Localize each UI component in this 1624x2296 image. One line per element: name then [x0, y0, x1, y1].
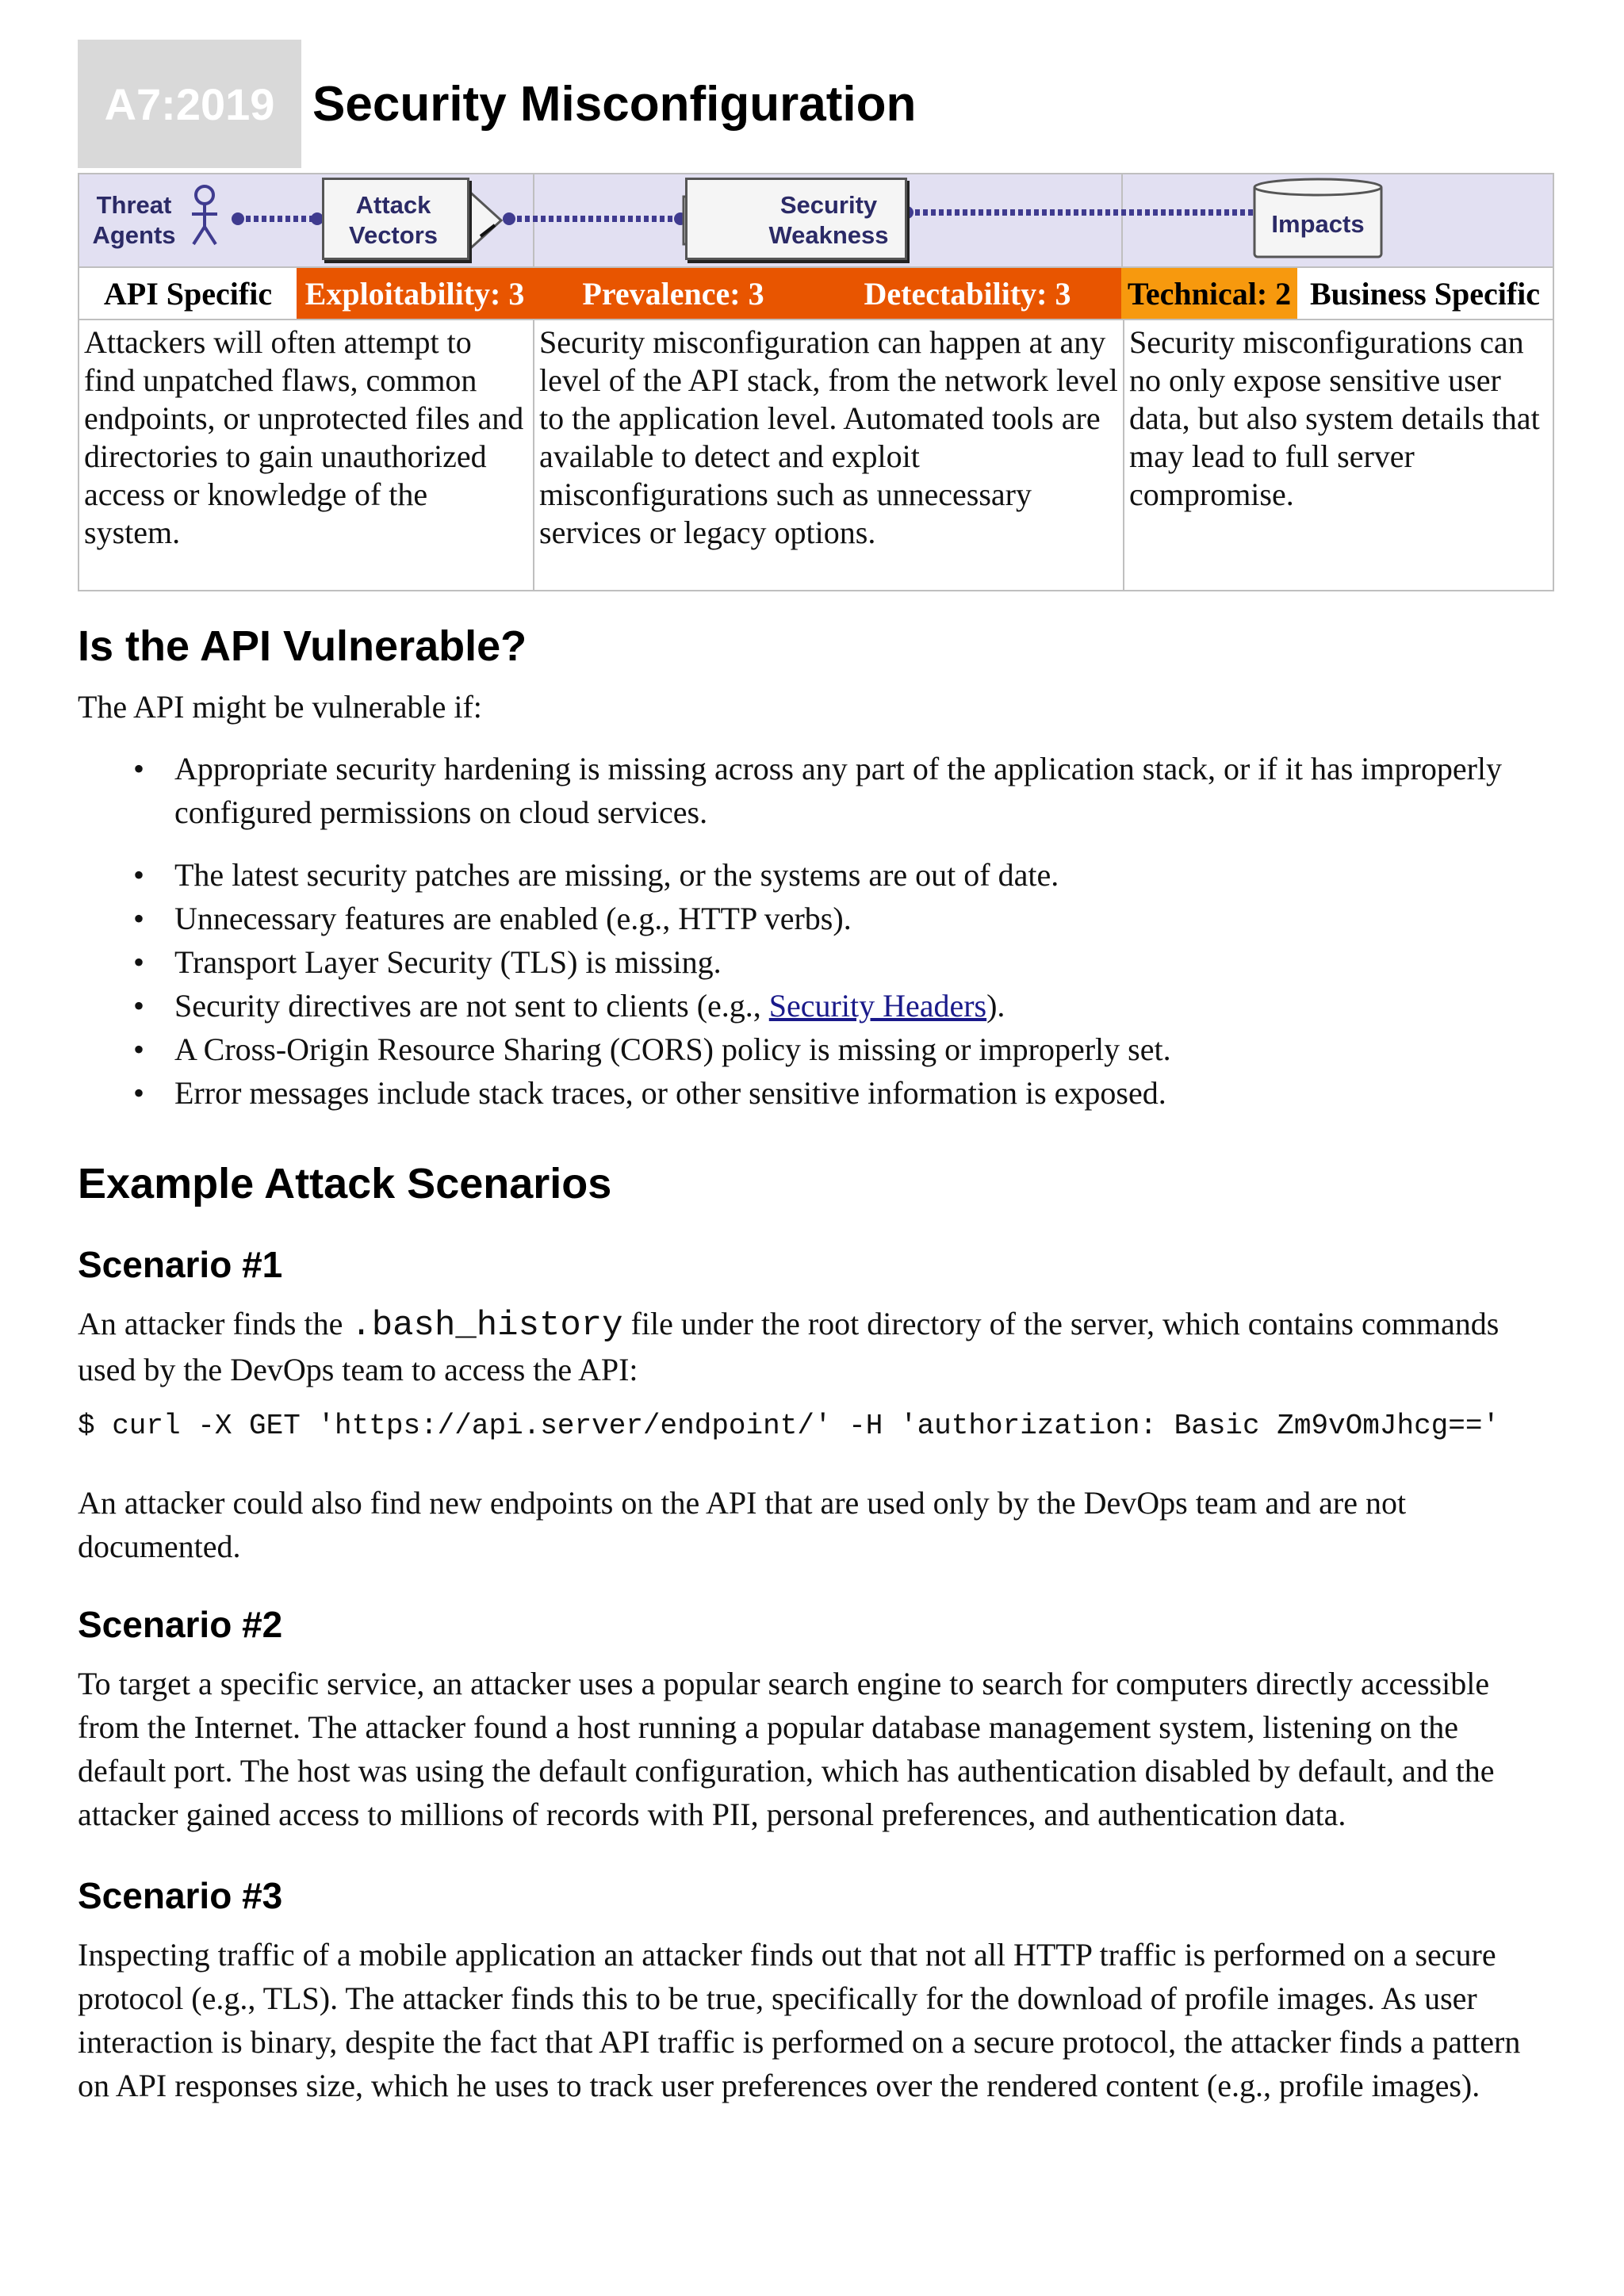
- person-icon: [192, 186, 217, 244]
- risk-code-badge: A7:2019: [78, 40, 301, 168]
- security-weakness-description: Security misconfiguration can happen at any level of the API stack, from the network level to the application level. Automated tools are available to detect and exploit misconfigurations such as unnecessary services or legacy options.: [534, 320, 1124, 590]
- business-specific-cell: Business Specific: [1297, 268, 1553, 319]
- impacts-description: Security misconfigurations can no only expose sensitive user data, but also system details that may lead to full server compromise.: [1129, 324, 1540, 512]
- scenario-3-title: Scenario #3: [78, 1875, 283, 1916]
- list-item: • Error messages include stack traces, or other sensitive information is exposed.: [133, 1075, 1166, 1111]
- attack-vectors-label: Attack Vectors: [348, 191, 438, 249]
- curl-command: $ curl -X GET 'https://api.server/endpoint/' -H 'authorization: Basic Zm9vOmJhcg==': [78, 1410, 1500, 1442]
- attack-vectors-description: Attackers will often attempt to find unpatched flaws, common endpoints, or unprotected files and directories to gain unauthorized access or knowledge of the system.: [79, 320, 534, 590]
- technical-cell: Technical: 2: [1121, 268, 1297, 319]
- prevalence-cell: Prevalence: 3: [533, 268, 814, 319]
- scenario-1-followup: An attacker could also find new endpoints on the API that are used only by the DevOps team and are not documented.: [78, 1485, 1407, 1564]
- risk-title: Security Misconfiguration: [312, 76, 917, 132]
- security-headers-link[interactable]: Security Headers: [768, 988, 987, 1024]
- threat-agents-label: Threat Agents: [92, 191, 176, 249]
- vulnerable-list: [78, 747, 1553, 1115]
- list-item: • Transport Layer Security (TLS) is missing.: [133, 944, 722, 980]
- scenario-2-title: Scenario #2: [78, 1604, 283, 1645]
- vulnerable-heading: Is the API Vulnerable?: [78, 622, 527, 670]
- list-item: • The latest security patches are missing, or the systems are out of date.: [133, 857, 1059, 893]
- security-weakness-label: Security Weakness: [768, 191, 889, 249]
- arrow-icon: [466, 189, 501, 252]
- list-item: • Appropriate security hardening is missing across any part of the application stack, or if it has improperly configured permissions on cloud services.: [133, 751, 1503, 830]
- bash-history-code: .bash_history: [350, 1306, 623, 1345]
- exploitability-cell: Exploitability: 3: [297, 268, 533, 319]
- risk-descriptions-row: [79, 320, 1553, 590]
- scenario-2-text: To target a specific service, an attacker uses a popular search engine to search for computers directly accessible from the Internet. The attacker found a host running a popular database management system, listening on the default port. The host was using the default configuration, which has authentication disabled by default, and the attacker gained access to millions of records with PII, personal preferences, and authentication data.: [78, 1666, 1495, 1832]
- risk-flow-diagram: [79, 174, 1553, 268]
- scenario-3-text: Inspecting traffic of a mobile application an attacker finds out that not all HTTP traffic is performed on a secure protocol (e.g., TLS). The attacker finds this to be true, specifically for the download of profile images. As user interaction is binary, despite the fact that API traffic is performed on a secure protocol, the attacker finds a pattern on API responses size, which he uses to track user preferences over the rendered content (e.g., profile images).: [78, 1937, 1521, 2103]
- list-item: • Unnecessary features are enabled (e.g., HTTP verbs).: [133, 901, 852, 936]
- vulnerable-intro: The API might be vulnerable if:: [78, 689, 482, 725]
- api-specific-cell: API Specific: [79, 268, 297, 319]
- risk-ratings-row: [79, 268, 1553, 320]
- risk-rating-table: [78, 173, 1554, 591]
- detectability-cell: Detectability: 3: [814, 268, 1121, 319]
- scenarios-heading: Example Attack Scenarios: [78, 1160, 612, 1207]
- impacts-label: Impacts: [1271, 210, 1365, 238]
- page-title: [78, 40, 916, 168]
- scenario-1-text: An attacker finds the .bash_history file under the root directory of the server, which contains commands used by the DevOps team to access the API:: [78, 1306, 1500, 1387]
- scenario-1-title: Scenario #1: [78, 1244, 283, 1285]
- list-item: • Security directives are not sent to clients (e.g., Security Headers).: [133, 988, 1005, 1024]
- list-item: • A Cross-Origin Resource Sharing (CORS) policy is missing or improperly set.: [133, 1031, 1171, 1067]
